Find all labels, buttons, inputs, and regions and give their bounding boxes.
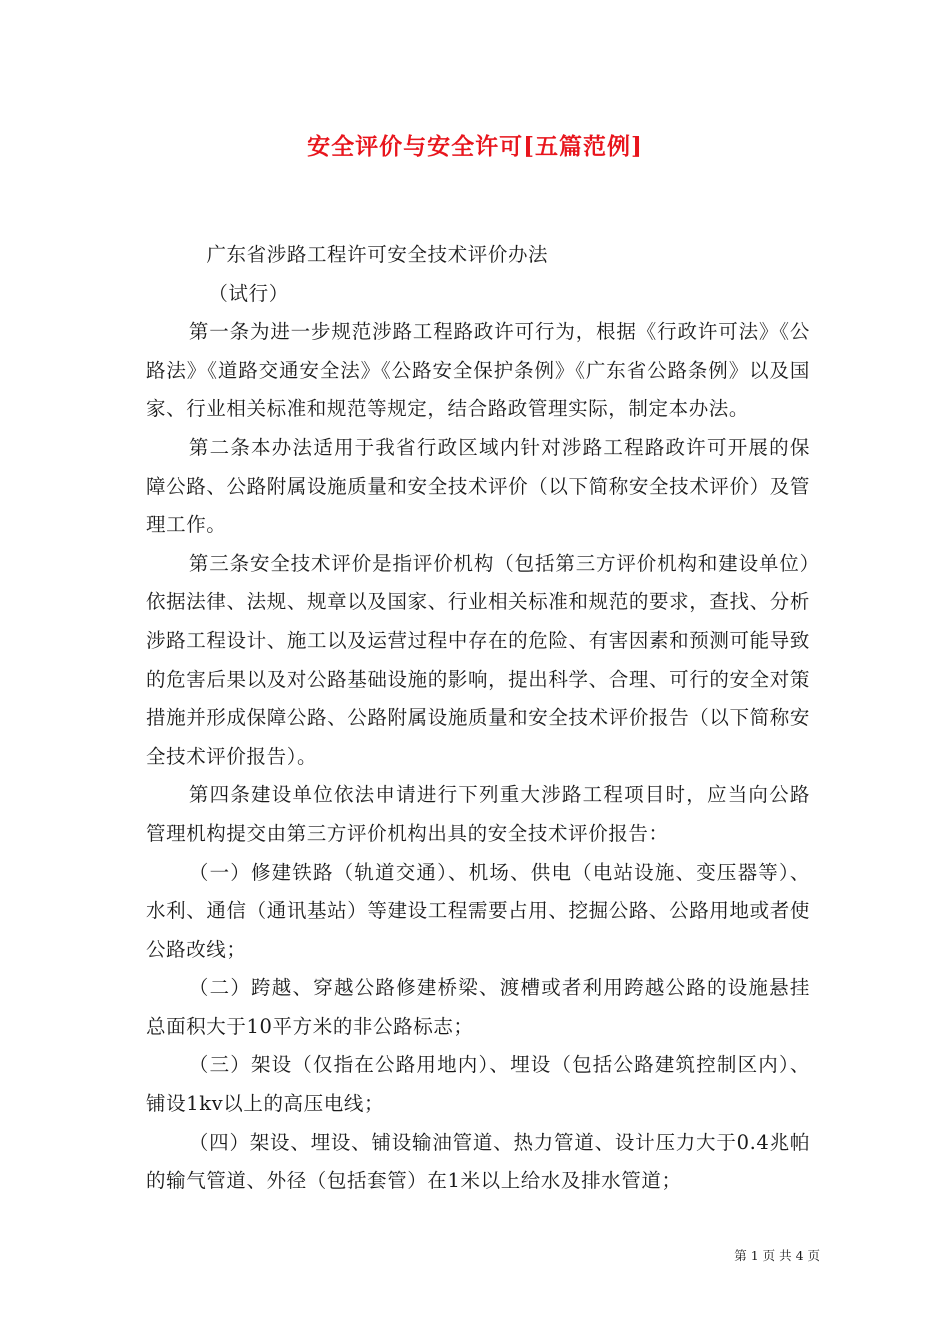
paragraph-item-3: （三）架设（仅指在公路用地内）、埋设（包括公路建筑控制区内）、铺设1kv以上的高压电线； (146, 1053, 810, 1116)
document-edition: （试行） (208, 281, 289, 305)
paragraph-article-3: 第三条安全技术评价是指评价机构（包括第三方评价机构和建设单位）依据法律、法规、规章以及国家、行业相关标准和规范的要求，查找、分析涉路工程设计、施工以及运营过程中存在的危险、有害因素和预测可能导致的危害后果以及对公路基础设施的影响，提出科学、合理、可行的安全对策措施并形成保障公路、公路附属设施质量和安全技术评价报告（以下简称安全技术评价报告）。 (146, 551, 810, 768)
paragraph-item-2: （二）跨越、穿越公路修建桥梁、渡槽或者利用跨越公路的设施悬挂总面积大于10平方米的非公路标志； (146, 976, 810, 1038)
paragraph-item-4: （四）架设、埋设、铺设输油管道、热力管道、设计压力大于0.4兆帕的输气管道、外径（包括套管）在1米以上给水及排水管道； (146, 1130, 810, 1193)
document-subtitle: 广东省涉路工程许可安全技术评价办法 (206, 243, 549, 266)
page-number-footer: 第 1 页 共 4 页 (734, 1248, 820, 1263)
paragraph-item-1: （一）修建铁路（轨道交通）、机场、供电（电站设施、变压器等）、水利、通信（通讯基站）等建设工程需要占用、挖掘公路、公路用地或者使公路改线； (146, 860, 810, 961)
document-title: 安全评价与安全许可[五篇范例] (307, 133, 643, 160)
paragraph-article-2: 第二条本办法适用于我省行政区域内针对涉路工程路政许可开展的保障公路、公路附属设施质量和安全技术评价（以下简称安全技术评价）及管理工作。 (146, 435, 810, 537)
document-body (146, 236, 810, 1201)
paragraph-article-4: 第四条建设单位依法申请进行下列重大涉路工程项目时，应当向公路管理机构提交由第三方评价机构出具的安全技术评价报告： (146, 783, 810, 845)
paragraph-article-1: 第一条为进一步规范涉路工程路政许可行为，根据《行政许可法》《公路法》《道路交通安全法》《公路安全保护条例》《广东省公路条例》以及国家、行业相关标准和规范等规定，结合路政管理实际，制定本办法。 (146, 320, 810, 421)
